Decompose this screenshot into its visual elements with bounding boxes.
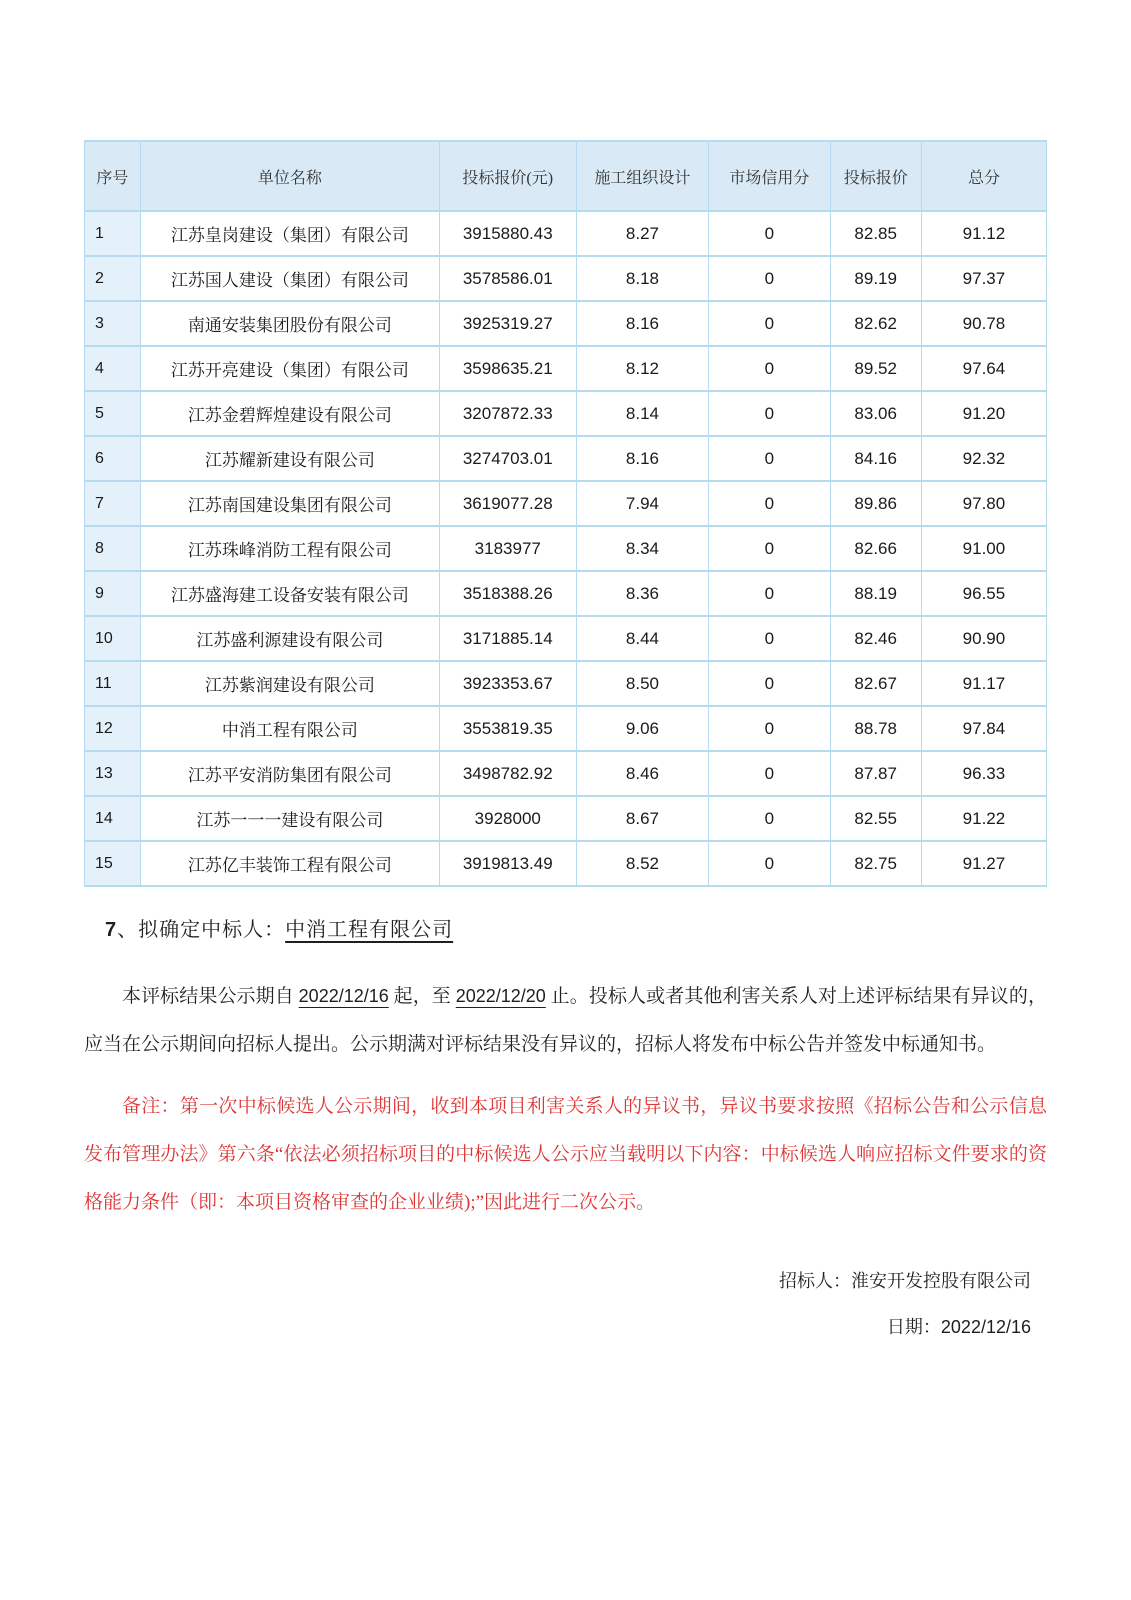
cell-construction_design: 8.52 bbox=[576, 841, 709, 886]
cell-total_score: 96.55 bbox=[921, 571, 1046, 616]
cell-bid_price: 3923353.67 bbox=[439, 661, 576, 706]
cell-price_score: 89.19 bbox=[830, 256, 921, 301]
cell-total_score: 91.27 bbox=[921, 841, 1046, 886]
cell-index: 10 bbox=[85, 616, 141, 661]
cell-total_score: 91.20 bbox=[921, 391, 1046, 436]
table-row bbox=[85, 526, 1047, 571]
cell-company: 江苏国人建设（集团）有限公司 bbox=[140, 256, 439, 301]
cell-bid_price: 3919813.49 bbox=[439, 841, 576, 886]
date-label: 日期： bbox=[886, 1317, 941, 1337]
table-row bbox=[85, 796, 1047, 841]
cell-company: 江苏亿丰装饰工程有限公司 bbox=[140, 841, 439, 886]
bidder-name: 淮安开发控股有限公司 bbox=[851, 1271, 1031, 1291]
cell-bid_price: 3498782.92 bbox=[439, 751, 576, 796]
winner-company-name: 中消工程有限公司 bbox=[285, 919, 454, 941]
cell-price_score: 82.75 bbox=[830, 841, 921, 886]
publicity-start-date: 2022/12/16 bbox=[298, 986, 389, 1006]
cell-price_score: 82.67 bbox=[830, 661, 921, 706]
cell-market_credit: 0 bbox=[709, 256, 830, 301]
cell-price_score: 87.87 bbox=[830, 751, 921, 796]
cell-construction_design: 8.50 bbox=[576, 661, 709, 706]
cell-index: 13 bbox=[85, 751, 141, 796]
cell-price_score: 84.16 bbox=[830, 436, 921, 481]
table-row bbox=[85, 436, 1047, 481]
cell-construction_design: 8.44 bbox=[576, 616, 709, 661]
cell-market_credit: 0 bbox=[709, 796, 830, 841]
cell-construction_design: 8.12 bbox=[576, 346, 709, 391]
cell-bid_price: 3518388.26 bbox=[439, 571, 576, 616]
cell-bid_price: 3928000 bbox=[439, 796, 576, 841]
table-row bbox=[85, 211, 1047, 256]
cell-price_score: 82.85 bbox=[830, 211, 921, 256]
cell-market_credit: 0 bbox=[709, 301, 830, 346]
cell-index: 2 bbox=[85, 256, 141, 301]
cell-market_credit: 0 bbox=[709, 346, 830, 391]
cell-construction_design: 8.36 bbox=[576, 571, 709, 616]
cell-bid_price: 3207872.33 bbox=[439, 391, 576, 436]
table-header-row bbox=[85, 141, 1047, 211]
cell-market_credit: 0 bbox=[709, 571, 830, 616]
cell-construction_design: 8.27 bbox=[576, 211, 709, 256]
cell-bid_price: 3274703.01 bbox=[439, 436, 576, 481]
cell-index: 12 bbox=[85, 706, 141, 751]
table-row bbox=[85, 616, 1047, 661]
cell-total_score: 96.33 bbox=[921, 751, 1046, 796]
table-row bbox=[85, 751, 1047, 796]
cell-construction_design: 8.18 bbox=[576, 256, 709, 301]
cell-market_credit: 0 bbox=[709, 391, 830, 436]
cell-construction_design: 8.46 bbox=[576, 751, 709, 796]
cell-company: 江苏金碧辉煌建设有限公司 bbox=[140, 391, 439, 436]
column-header-market_credit: 市场信用分 bbox=[709, 141, 830, 211]
table-body bbox=[85, 211, 1047, 886]
cell-index: 9 bbox=[85, 571, 141, 616]
table-row bbox=[85, 571, 1047, 616]
winner-label: 、拟确定中标人： bbox=[117, 919, 286, 941]
cell-construction_design: 8.16 bbox=[576, 301, 709, 346]
publicity-text-2: 起，至 bbox=[388, 986, 456, 1007]
section-number: 7 bbox=[105, 919, 118, 941]
cell-total_score: 97.84 bbox=[921, 706, 1046, 751]
cell-construction_design: 7.94 bbox=[576, 481, 709, 526]
table-row bbox=[85, 346, 1047, 391]
cell-index: 3 bbox=[85, 301, 141, 346]
cell-company: 江苏珠峰消防工程有限公司 bbox=[140, 526, 439, 571]
cell-index: 1 bbox=[85, 211, 141, 256]
table-row bbox=[85, 391, 1047, 436]
cell-index: 5 bbox=[85, 391, 141, 436]
cell-total_score: 90.78 bbox=[921, 301, 1046, 346]
cell-company: 江苏一一一建设有限公司 bbox=[140, 796, 439, 841]
cell-bid_price: 3553819.35 bbox=[439, 706, 576, 751]
bidder-label: 招标人： bbox=[779, 1271, 851, 1291]
cell-price_score: 89.86 bbox=[830, 481, 921, 526]
cell-construction_design: 8.16 bbox=[576, 436, 709, 481]
cell-bid_price: 3619077.28 bbox=[439, 481, 576, 526]
cell-total_score: 97.80 bbox=[921, 481, 1046, 526]
cell-price_score: 82.46 bbox=[830, 616, 921, 661]
cell-price_score: 82.55 bbox=[830, 796, 921, 841]
cell-company: 江苏开亮建设（集团）有限公司 bbox=[140, 346, 439, 391]
cell-total_score: 91.17 bbox=[921, 661, 1046, 706]
publicity-text-3: 止。投标人或者其他利害关系人对上述评标结果有异议的，应当在公示期间向招标人提出。公示期满对评标结果没有异议的，招标人将发布中标公告并签发中标通知书。 bbox=[84, 986, 1047, 1055]
table-row bbox=[85, 841, 1047, 886]
cell-price_score: 88.78 bbox=[830, 706, 921, 751]
column-header-construction_design: 施工组织设计 bbox=[576, 141, 709, 211]
column-header-total_score: 总分 bbox=[921, 141, 1046, 211]
publicity-text-1: 本评标结果公示期自 bbox=[122, 986, 299, 1007]
cell-price_score: 83.06 bbox=[830, 391, 921, 436]
cell-construction_design: 8.67 bbox=[576, 796, 709, 841]
cell-company: 江苏盛海建工设备安装有限公司 bbox=[140, 571, 439, 616]
date-line bbox=[779, 1304, 1031, 1350]
cell-bid_price: 3915880.43 bbox=[439, 211, 576, 256]
cell-total_score: 97.64 bbox=[921, 346, 1046, 391]
evaluation-table bbox=[84, 140, 1047, 887]
cell-market_credit: 0 bbox=[709, 706, 830, 751]
cell-index: 7 bbox=[85, 481, 141, 526]
cell-market_credit: 0 bbox=[709, 751, 830, 796]
cell-market_credit: 0 bbox=[709, 481, 830, 526]
cell-total_score: 97.37 bbox=[921, 256, 1046, 301]
cell-bid_price: 3171885.14 bbox=[439, 616, 576, 661]
column-header-index: 序号 bbox=[85, 141, 141, 211]
column-header-price_score: 投标报价 bbox=[830, 141, 921, 211]
signature-block bbox=[779, 1258, 1031, 1350]
cell-index: 11 bbox=[85, 661, 141, 706]
cell-index: 4 bbox=[85, 346, 141, 391]
cell-company: 江苏平安消防集团有限公司 bbox=[140, 751, 439, 796]
cell-total_score: 90.90 bbox=[921, 616, 1046, 661]
cell-index: 15 bbox=[85, 841, 141, 886]
table-row bbox=[85, 706, 1047, 751]
table-row bbox=[85, 256, 1047, 301]
cell-company: 江苏南国建设集团有限公司 bbox=[140, 481, 439, 526]
table-row bbox=[85, 481, 1047, 526]
cell-index: 6 bbox=[85, 436, 141, 481]
cell-price_score: 82.62 bbox=[830, 301, 921, 346]
table-row bbox=[85, 661, 1047, 706]
column-header-company: 单位名称 bbox=[140, 141, 439, 211]
date-value: 2022/12/16 bbox=[940, 1317, 1031, 1337]
cell-company: 南通安装集团股份有限公司 bbox=[140, 301, 439, 346]
cell-market_credit: 0 bbox=[709, 211, 830, 256]
cell-total_score: 91.12 bbox=[921, 211, 1046, 256]
cell-index: 14 bbox=[85, 796, 141, 841]
publicity-paragraph bbox=[84, 972, 1047, 1069]
cell-bid_price: 3578586.01 bbox=[439, 256, 576, 301]
column-header-bid_price: 投标报价(元) bbox=[439, 141, 576, 211]
cell-total_score: 92.32 bbox=[921, 436, 1046, 481]
table-row bbox=[85, 301, 1047, 346]
cell-company: 中消工程有限公司 bbox=[140, 706, 439, 751]
cell-construction_design: 8.34 bbox=[576, 526, 709, 571]
cell-company: 江苏盛利源建设有限公司 bbox=[140, 616, 439, 661]
cell-price_score: 89.52 bbox=[830, 346, 921, 391]
cell-bid_price: 3183977 bbox=[439, 526, 576, 571]
cell-price_score: 82.66 bbox=[830, 526, 921, 571]
cell-company: 江苏耀新建设有限公司 bbox=[140, 436, 439, 481]
publicity-end-date: 2022/12/20 bbox=[455, 986, 546, 1006]
cell-price_score: 88.19 bbox=[830, 571, 921, 616]
cell-market_credit: 0 bbox=[709, 661, 830, 706]
cell-market_credit: 0 bbox=[709, 841, 830, 886]
cell-market_credit: 0 bbox=[709, 616, 830, 661]
cell-total_score: 91.22 bbox=[921, 796, 1046, 841]
bidder-line bbox=[779, 1258, 1031, 1304]
cell-company: 江苏紫润建设有限公司 bbox=[140, 661, 439, 706]
cell-total_score: 91.00 bbox=[921, 526, 1046, 571]
remark-paragraph: 备注：第一次中标候选人公示期间，收到本项目利害关系人的异议书，异议书要求按照《招标公告和公示信息发布管理办法》第六条“依法必须招标项目的中标候选人公示应当载明以下内容：中标候选人响应招标文件要求的资格能力条件（即：本项目资格审查的企业业绩);”因此进行二次公示。 bbox=[84, 1096, 1047, 1213]
cell-index: 8 bbox=[85, 526, 141, 571]
cell-market_credit: 0 bbox=[709, 436, 830, 481]
winner-line bbox=[105, 913, 453, 942]
cell-construction_design: 9.06 bbox=[576, 706, 709, 751]
cell-bid_price: 3598635.21 bbox=[439, 346, 576, 391]
cell-company: 江苏皇岗建设（集团）有限公司 bbox=[140, 211, 439, 256]
cell-bid_price: 3925319.27 bbox=[439, 301, 576, 346]
cell-construction_design: 8.14 bbox=[576, 391, 709, 436]
cell-market_credit: 0 bbox=[709, 526, 830, 571]
